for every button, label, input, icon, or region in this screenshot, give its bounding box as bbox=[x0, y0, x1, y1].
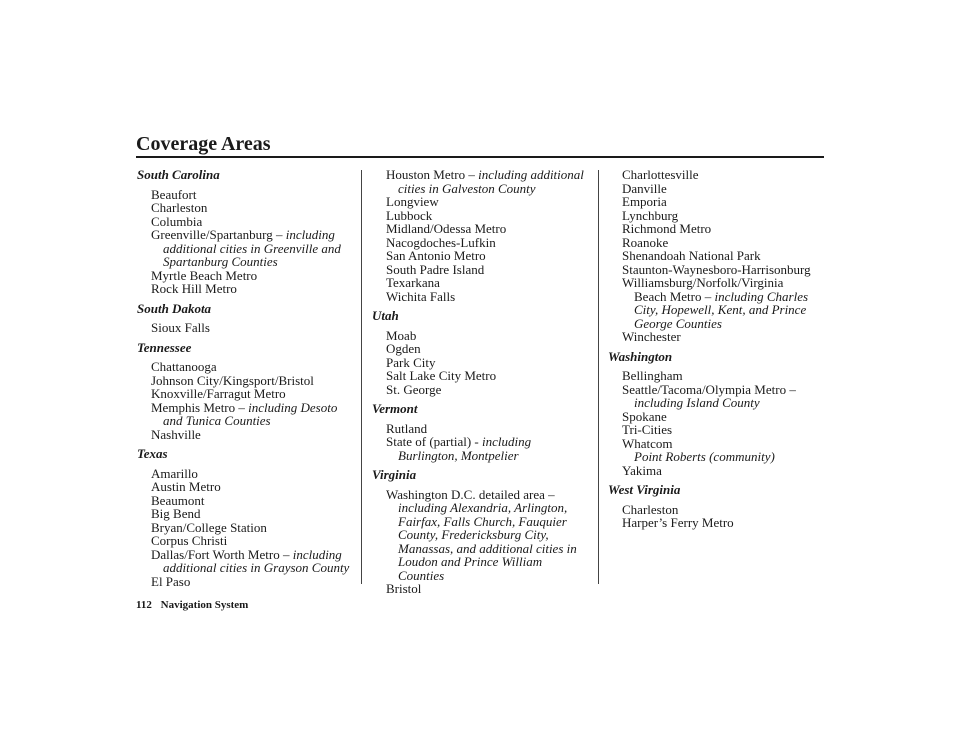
city-continuation: Burlington, Montpelier bbox=[398, 447, 519, 463]
city-name: St. George bbox=[386, 381, 442, 397]
city-name: Wichita Falls bbox=[386, 288, 456, 304]
city-name: Moab bbox=[386, 327, 417, 343]
city-name: Myrtle Beach Metro bbox=[151, 267, 258, 283]
list-item bbox=[608, 276, 830, 330]
list-item bbox=[137, 321, 357, 335]
list-item bbox=[608, 423, 830, 437]
city-name: Bryan/College Station bbox=[151, 519, 267, 535]
city-name: Winchester bbox=[622, 329, 681, 344]
city-continuation: additional cities in Grayson County bbox=[163, 560, 350, 575]
city-continuation: including Island County bbox=[634, 395, 760, 410]
city-name: Lynchburg bbox=[622, 207, 679, 223]
city-continuation: Loudon and Prince William bbox=[398, 554, 543, 569]
city-name: Austin Metro bbox=[151, 479, 221, 494]
state-heading: Tennessee bbox=[137, 339, 192, 355]
state-heading: Texas bbox=[137, 446, 168, 461]
list-item bbox=[608, 263, 830, 277]
state-heading: Utah bbox=[372, 308, 399, 323]
city-list bbox=[372, 488, 594, 596]
title-rule bbox=[136, 156, 824, 158]
list-item bbox=[608, 330, 830, 344]
city-name: Ogden bbox=[386, 341, 421, 356]
state-heading: South Dakota bbox=[137, 300, 212, 316]
city-list bbox=[137, 467, 357, 589]
city-name: Williamsburg/Norfolk/Virginia bbox=[622, 275, 784, 290]
continuation-plain: Beach Metro – bbox=[634, 288, 715, 304]
list-item bbox=[372, 422, 594, 436]
list-item bbox=[372, 435, 594, 462]
city-name: Amarillo bbox=[151, 465, 198, 481]
city-note: including bbox=[285, 227, 335, 242]
city-list bbox=[137, 188, 357, 296]
city-continuation: County, Fredericksburg City, bbox=[398, 527, 549, 542]
city-name: El Paso bbox=[151, 573, 191, 589]
city-name: Knoxville/Farragut Metro bbox=[151, 386, 286, 401]
list-item bbox=[137, 374, 357, 388]
list-item bbox=[137, 507, 357, 521]
city-name: Nacogdoches-Lufkin bbox=[386, 234, 496, 250]
city-name: Memphis Metro – bbox=[151, 399, 249, 415]
city-name: South Padre Island bbox=[386, 261, 485, 277]
city-name: Sioux Falls bbox=[151, 320, 210, 335]
state-heading: Virginia bbox=[372, 467, 417, 482]
list-item bbox=[608, 503, 830, 517]
list-item bbox=[137, 401, 357, 428]
city-name: Salt Lake City Metro bbox=[386, 368, 497, 383]
list-item bbox=[608, 516, 830, 530]
list-item bbox=[608, 410, 830, 424]
city-name: Houston Metro – bbox=[386, 167, 479, 182]
city-name: Yakima bbox=[622, 462, 662, 478]
city-name: Park City bbox=[386, 354, 436, 370]
city-name: Harper’s Ferry Metro bbox=[622, 515, 734, 530]
city-list bbox=[608, 503, 830, 530]
list-item bbox=[372, 168, 594, 195]
list-item bbox=[137, 428, 357, 442]
coverage-column-3 bbox=[608, 168, 830, 530]
city-name: State of (partial) - bbox=[386, 434, 483, 449]
list-item bbox=[137, 521, 357, 535]
list-item bbox=[608, 464, 830, 478]
list-item bbox=[372, 263, 594, 277]
city-continuation: cities in Galveston County bbox=[398, 180, 536, 196]
city-continuation: City, Hopewell, Kent, and Prince bbox=[634, 302, 807, 317]
list-item bbox=[608, 249, 830, 263]
page-title: Coverage Areas bbox=[136, 133, 271, 155]
list-item bbox=[608, 236, 830, 250]
city-name: Big Bend bbox=[151, 506, 201, 521]
city-name: Rutland bbox=[386, 420, 428, 436]
city-continuation: George Counties bbox=[634, 315, 722, 331]
city-list bbox=[372, 329, 594, 397]
city-name: Rock Hill Metro bbox=[151, 281, 237, 296]
city-name: San Antonio Metro bbox=[386, 248, 486, 263]
list-item bbox=[372, 249, 594, 263]
list-item bbox=[372, 342, 594, 356]
list-item bbox=[372, 329, 594, 343]
city-name: Columbia bbox=[151, 213, 203, 229]
city-name: Bristol bbox=[386, 581, 422, 596]
city-name: Corpus Christi bbox=[151, 533, 228, 548]
city-continuation: including Alexandria, Arlington, bbox=[398, 500, 568, 515]
city-name: Beaumont bbox=[151, 492, 205, 508]
city-list bbox=[137, 360, 357, 441]
city-note: including bbox=[292, 546, 342, 562]
list-item bbox=[608, 182, 830, 196]
list-item bbox=[372, 236, 594, 250]
city-note: including bbox=[482, 434, 532, 449]
city-note: including additional bbox=[478, 167, 584, 182]
city-name: Roanoke bbox=[622, 234, 669, 250]
list-item bbox=[608, 383, 830, 410]
column-divider-1 bbox=[361, 170, 362, 584]
list-item bbox=[608, 369, 830, 383]
list-item bbox=[137, 575, 357, 589]
list-item bbox=[372, 356, 594, 370]
city-name: Charlottesville bbox=[622, 167, 699, 182]
list-item bbox=[372, 195, 594, 209]
city-name: Chattanooga bbox=[151, 359, 217, 374]
page-number: 112 bbox=[136, 599, 152, 611]
state-heading: South Carolina bbox=[137, 167, 220, 182]
list-item bbox=[372, 290, 594, 304]
list-item bbox=[137, 228, 357, 269]
city-continuation: Point Roberts (community) bbox=[634, 449, 775, 464]
city-name: Midland/Odessa Metro bbox=[386, 221, 507, 236]
list-item bbox=[137, 269, 357, 283]
city-name: Emporia bbox=[622, 194, 667, 209]
list-item bbox=[137, 480, 357, 494]
page-footer bbox=[136, 598, 248, 612]
city-name: Greenville/Spartanburg – bbox=[151, 227, 286, 242]
city-name: Charleston bbox=[151, 200, 208, 215]
city-name: Longview bbox=[386, 194, 439, 209]
city-continuation: Spartanburg Counties bbox=[163, 254, 278, 269]
city-name: Charleston bbox=[622, 501, 679, 517]
city-name: Whatcom bbox=[622, 435, 673, 451]
list-item bbox=[137, 467, 357, 481]
state-heading: Washington bbox=[608, 348, 673, 364]
list-item bbox=[608, 168, 830, 182]
city-name: Nashville bbox=[151, 426, 201, 442]
city-list bbox=[372, 168, 594, 303]
city-name: Bellingham bbox=[622, 368, 683, 383]
city-name: Beaufort bbox=[151, 186, 197, 202]
city-list bbox=[137, 321, 357, 335]
list-item bbox=[372, 276, 594, 290]
list-item bbox=[608, 222, 830, 236]
list-item bbox=[137, 188, 357, 202]
city-list bbox=[608, 369, 830, 477]
city-list bbox=[372, 422, 594, 463]
list-item bbox=[372, 582, 594, 596]
list-item bbox=[372, 369, 594, 383]
city-name: Lubbock bbox=[386, 207, 433, 223]
list-item bbox=[137, 360, 357, 374]
list-item bbox=[372, 222, 594, 236]
city-continuation: Fairfax, Falls Church, Fauquier bbox=[398, 513, 567, 529]
list-item bbox=[137, 494, 357, 508]
list-item bbox=[137, 534, 357, 548]
city-name: Richmond Metro bbox=[622, 221, 712, 236]
city-name: Tri-Cities bbox=[622, 422, 673, 437]
list-item bbox=[608, 437, 830, 464]
list-item bbox=[608, 209, 830, 223]
list-item bbox=[137, 548, 357, 575]
city-name: Washington D.C. detailed area – bbox=[386, 486, 555, 502]
state-heading: West Virginia bbox=[608, 482, 681, 497]
city-list bbox=[608, 168, 830, 344]
continuation-note: including Charles bbox=[714, 288, 809, 304]
coverage-column-2 bbox=[372, 168, 594, 596]
column-divider-2 bbox=[598, 170, 599, 584]
city-name: Shenandoah National Park bbox=[622, 248, 761, 263]
city-note: including Desoto bbox=[248, 399, 338, 415]
city-name: Texarkana bbox=[386, 275, 440, 290]
city-name: Spokane bbox=[622, 408, 667, 424]
city-name: Danville bbox=[622, 180, 667, 196]
list-item bbox=[608, 195, 830, 209]
list-item bbox=[137, 282, 357, 296]
list-item bbox=[137, 387, 357, 401]
city-continuation: Counties bbox=[398, 567, 445, 583]
city-name: Johnson City/Kingsport/Bristol bbox=[151, 372, 314, 388]
list-item bbox=[372, 209, 594, 223]
city-continuation: Manassas, and additional cities in bbox=[398, 540, 577, 556]
footer-section-title: Navigation System bbox=[160, 599, 249, 611]
city-continuation bbox=[622, 290, 830, 304]
coverage-column-1 bbox=[137, 168, 357, 588]
list-item bbox=[137, 201, 357, 215]
city-name: Staunton-Waynesboro-Harrisonburg bbox=[622, 261, 811, 277]
list-item bbox=[137, 215, 357, 229]
city-name: Seattle/Tacoma/Olympia Metro – bbox=[622, 381, 796, 397]
city-continuation: and Tunica Counties bbox=[163, 413, 271, 428]
city-continuation: additional cities in Greenville and bbox=[163, 240, 341, 256]
state-heading: Vermont bbox=[372, 401, 418, 416]
list-item bbox=[372, 383, 594, 397]
list-item bbox=[372, 488, 594, 583]
city-name: Dallas/Fort Worth Metro – bbox=[151, 546, 293, 562]
